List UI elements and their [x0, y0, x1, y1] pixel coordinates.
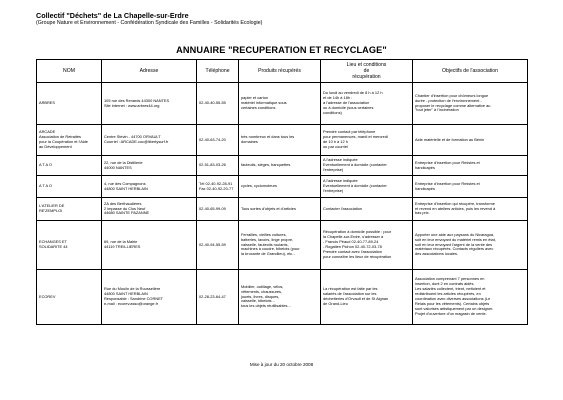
cell-produits [239, 125, 321, 156]
cell-objectifs [413, 125, 528, 156]
cell-line: Du lundi au vendredi de 8 h à 12 h [323, 90, 383, 96]
cell-nom [37, 176, 102, 198]
cell-line: Fax 02-40-92-20-77 [199, 185, 234, 191]
column-header-adresse [102, 60, 197, 83]
cell-line: Entreprise d'insertion pour Rmistes et [415, 180, 480, 186]
cell-line: Centre Stévin - 44700 ORVAULT [104, 134, 161, 140]
column-header-objectifs [413, 60, 528, 83]
cell-produits [239, 270, 321, 325]
collective-members: (Groupe Nature et Environnement - Confédération Syndicale des Familles - Solidarités Ecologie) [36, 20, 263, 26]
cell-adresse [102, 198, 197, 221]
cell-line: et revend en ateliers articles, puis les revend à [415, 205, 496, 211]
cell-adresse [102, 156, 197, 176]
cell-line: ARCADE [39, 129, 56, 135]
column-header-produits [239, 60, 321, 83]
cell-objectifs [413, 156, 528, 176]
cell-line: Responsable : Sandrine CORNET [104, 296, 164, 301]
cell-telephone [197, 221, 239, 270]
cell-line: Entreprise d'insertion qui récupère, transforme [415, 200, 495, 206]
update-date: Mise à jour du 20 octobre 2008 [249, 362, 314, 367]
header-line: de [363, 68, 370, 74]
cell-line: Ferrailles, vieilles voitures, [241, 231, 287, 237]
cell-line: 02-40-63-74-20 [199, 136, 226, 142]
cell-telephone [197, 198, 239, 221]
cell-line: - Rogatien Pichon 02-40-72-03-78 [323, 244, 382, 249]
table-row [37, 270, 528, 325]
table-row [37, 221, 528, 270]
header-line: Produits récupérés [258, 68, 301, 74]
cell-lieu-conditions [321, 156, 413, 176]
cell-line: 44119 TREILLIERES [104, 244, 141, 249]
cell-line: au Développement [39, 143, 72, 149]
cell-line: e-mail : ecorev.asso@orange.fr [104, 300, 159, 306]
cell-line: 02-40-65-99-09 [199, 205, 226, 211]
cell-lieu-conditions [321, 83, 413, 125]
cell-line: cycles, cyclomoteurs [241, 183, 277, 189]
cell-line: très nombreux et dans tous les [241, 134, 295, 140]
cell-line: matériel informatique sous [241, 100, 287, 106]
cell-line: Les salariés collectent, trient, nettoient et [415, 286, 486, 292]
cell-line: ARBRES [39, 100, 55, 106]
cell-adresse [102, 176, 197, 198]
cell-objectifs [413, 221, 528, 270]
cell-line: ECOREV [39, 293, 56, 299]
cell-lieu-conditions [321, 176, 413, 198]
cell-line: conditions) [323, 109, 342, 115]
cell-lieu-conditions [321, 125, 413, 156]
cell-line: Tous sortes d'objets et d'articles [241, 205, 296, 211]
table-row [37, 176, 528, 198]
cell-adresse [102, 270, 197, 325]
column-header-lieu-conditions [321, 60, 413, 83]
cell-nom [37, 221, 102, 270]
table-header-row [37, 60, 528, 83]
cell-telephone [197, 176, 239, 198]
cell-line: 4, rue des Compagnons [104, 180, 146, 186]
cell-line: 02-51-83-03-26 [199, 162, 226, 168]
column-header-telephone [197, 60, 239, 83]
cell-line: machines à coudre, bibelots (pour [241, 246, 300, 252]
cell-line: des associations locales. [415, 251, 459, 257]
cell-line: Projet d'ouverture d'un magasin de vente. [415, 310, 487, 316]
header-line: Objectifs de l'association [442, 68, 498, 74]
cell-line: handicapés [415, 164, 435, 170]
cell-line: Eventuellement à domicile (contacter [323, 183, 387, 189]
cell-telephone [197, 156, 239, 176]
cell-lieu-conditions [321, 270, 413, 325]
cell-line: Aide matérielle et de formation au Bénin [415, 136, 485, 142]
cell-line: jouets, livres, disques, [241, 293, 280, 299]
cell-line: Entreprise d'insertion pour Rmistes et [415, 159, 480, 165]
cell-line: RE'ZEMPLOI [39, 208, 63, 213]
cell-line: Tél 02-40-92-28-91 [199, 180, 233, 186]
header-line: NOM [63, 68, 75, 74]
cell-telephone [197, 270, 239, 325]
cell-line: La récupération est faite par les [323, 286, 378, 292]
cell-line: de Grand-Lieu [323, 300, 348, 306]
cell-produits [239, 221, 321, 270]
cell-line: salariés de l'association sur les [323, 291, 377, 297]
cell-line: déchetteries d'Orvault et de St Aignan [323, 296, 389, 301]
cell-produits [239, 176, 321, 198]
cell-line: vêtements, chaussures, [241, 288, 283, 294]
cell-line: ZA des Berthaudières [104, 200, 142, 206]
table-row [37, 156, 528, 176]
cell-line: Prendre contact avec l'association [323, 248, 382, 254]
cell-line: L'ATELIER DE [39, 203, 65, 209]
cell-line: 02-40-94-55-59 [199, 241, 226, 247]
cell-produits [239, 83, 321, 125]
cell-line: soit en leur envoyant du matériel remis en état, [415, 236, 496, 242]
cell-produits [239, 198, 321, 221]
table-row [37, 83, 528, 125]
cell-line: Eventuellement à domicile (contacter [323, 162, 387, 168]
column-header-nom [37, 60, 102, 83]
cell-line: 22, rue de la Distillerie [104, 159, 143, 165]
cell-line: 02-40-40-55-55 [199, 100, 226, 106]
cell-adresse [102, 83, 197, 125]
table-row [37, 198, 528, 221]
header-line: Lieu et conditions [346, 62, 387, 68]
cell-line: Contacter l'association [323, 205, 363, 211]
cell-line: la Chapelle-sur-Erdre, s'adresser à [323, 234, 384, 240]
cell-line: pour connaître les lieux de récupération [323, 253, 392, 259]
header-line: récupération [352, 74, 381, 80]
cell-objectifs [413, 270, 528, 325]
cell-line: ou à domicile (sous certaines [323, 104, 374, 110]
cell-line: 105 rue des Renards 44300 NANTES [104, 97, 170, 103]
cell-line: l'entreprise) [323, 166, 344, 172]
cell-line: A T A O [39, 183, 53, 189]
document-title: ANNUAIRE "RECUPERATION ET RECYCLAGE" [176, 45, 387, 55]
collective-name: Collectif "Déchets" de La Chapelle-sur-Erdre [36, 11, 189, 20]
cell-line: 44680 SAINTE PAZANNE [104, 210, 150, 216]
cell-line: proposer le recyclage comme alternative au [415, 102, 491, 108]
cell-line: fauteuils, sièges, banquettes [241, 162, 291, 168]
cell-line: tous les objets réutilisables... [241, 303, 291, 309]
cell-line: Association de Retraités [39, 134, 81, 140]
cell-line: Courriel : ARCADE.coc@libertysurf.fr [104, 139, 169, 144]
table-row [37, 125, 528, 156]
cell-line: pour la Coopération et l'Aide [39, 139, 88, 144]
cell-line: papier et carton [241, 95, 269, 101]
cell-objectifs [413, 176, 528, 198]
cell-line: redistribuent les articles récupérés, en [415, 291, 481, 297]
cell-line: de 10 h à 12 h [323, 139, 348, 144]
cell-adresse [102, 221, 197, 270]
cell-line: bas prix. [415, 210, 430, 216]
cell-line: SOLIDARITE 44 [39, 244, 68, 249]
cell-line: vaisselle, fauteuils roulants, [241, 241, 289, 247]
cell-line: 02-28-23-64-47 [199, 293, 226, 299]
cell-line: et de 14h à 18h : [323, 95, 353, 101]
cell-adresse [102, 125, 197, 156]
cell-line: ou par courriel [323, 143, 348, 149]
cell-line: 44800 SAINT HERBLAIN [104, 291, 148, 297]
cell-line: coordination avec diverses associations (Le [415, 296, 491, 301]
cell-line: domaines [241, 139, 258, 144]
cell-line: Association comprenant 7 personnes en [415, 276, 485, 282]
directory-table [36, 59, 528, 325]
cell-telephone [197, 83, 239, 125]
cell-line: 69, rue de la Mairie [104, 239, 138, 245]
cell-line: pour permanences, mardi et mercredi [323, 134, 388, 140]
cell-line: à l'adresse de l'association [323, 100, 370, 106]
cell-line: A T A O [39, 162, 53, 168]
cell-line: 44800 SAINT HERBLAIN [104, 185, 148, 191]
cell-line: matériaux récupérés. Contacts réguliers avec [415, 246, 494, 252]
cell-line: sont valorisés artistiquement par un designer. [415, 305, 494, 311]
cell-line: A l'adresse indiquée [323, 157, 358, 163]
cell-line: Site internet : www.arbres44.org [104, 102, 160, 108]
cell-line: Chantier d'insertion pour chômeurs longue [415, 92, 489, 98]
cell-line: durée - protection de l'environnement - [415, 97, 482, 103]
cell-nom [37, 198, 102, 221]
cell-line: l'entreprise) [323, 187, 344, 193]
cell-nom [37, 125, 102, 156]
cell-line: vaisselle, bibelots... [241, 298, 275, 304]
cell-telephone [197, 125, 239, 156]
cell-line: ECHANGES ET [39, 239, 67, 245]
header-line: Téléphone [205, 68, 230, 74]
cell-line: Apporter une aide aux paysans du Nicaragua, [415, 231, 495, 237]
cell-line: la brocante de Grandlieu), etc... [241, 251, 296, 257]
cell-lieu-conditions [321, 221, 413, 270]
cell-objectifs [413, 198, 528, 221]
cell-line: "tout jeter" à l'incinération [415, 107, 459, 113]
cell-line: Récupération à domicile possible : pour [323, 229, 392, 235]
cell-nom [37, 83, 102, 125]
cell-line: Prendre contact par téléphone [323, 129, 376, 135]
cell-line: batteries, lavoirs, linge propre, [241, 236, 294, 242]
header-line: Adresse [139, 68, 159, 74]
cell-lieu-conditions [321, 198, 413, 221]
cell-line: soit en leur envoyant l'argent de la vente des [415, 241, 493, 247]
cell-produits [239, 156, 321, 176]
cell-line: A l'adresse indiquée [323, 178, 358, 184]
cell-line: Relais pour les vêtements). Certains objets [415, 300, 490, 306]
cell-nom [37, 270, 102, 325]
cell-objectifs [413, 83, 528, 125]
cell-line: certaines conditions [241, 104, 276, 110]
cell-nom [37, 156, 102, 176]
cell-line: handicapés [415, 185, 435, 191]
cell-line: 2 impasse du Clos Neuf [104, 205, 146, 211]
cell-line: Rue du Moulin de la Rousselière [104, 286, 161, 292]
cell-line: Mobilier, outillage, vélos, [241, 283, 284, 289]
cell-line: - Francis Péaud 02-40-77-89-24 [323, 239, 379, 245]
cell-line: 44000 NANTES [104, 164, 132, 170]
cell-line: insertion, dont 2 en contrats aidés. [415, 281, 475, 287]
